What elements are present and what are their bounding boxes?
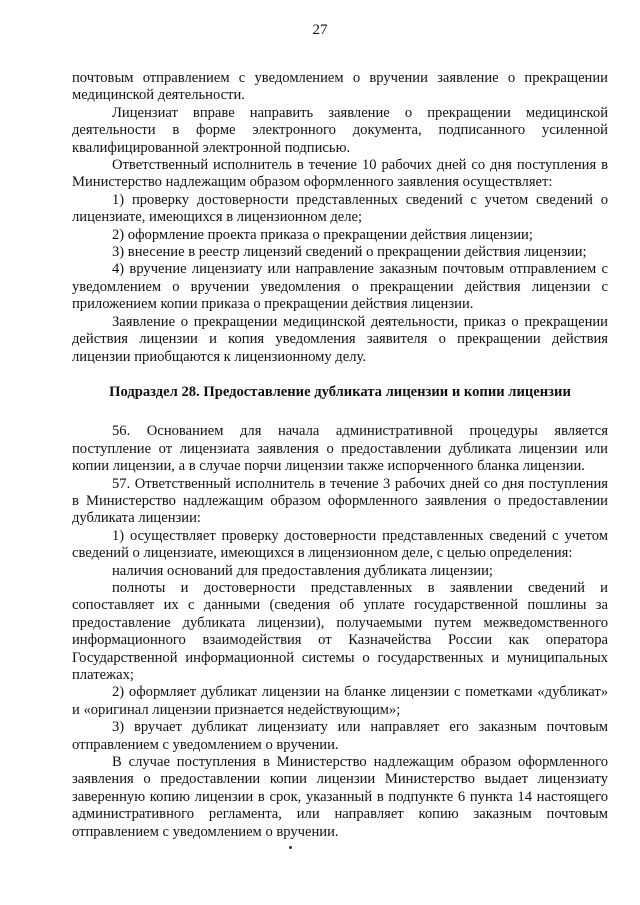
paragraph: В случае поступления в Министерство надлежащим образом оформленного заявления о предоставлении копии лицензии Министерство выдает лицензиату заверенную копию лицензии в срок, указанный в подпункте 6 пункта 14 настоящего административного регламента, или направляет копию заказным почтовым отправлением с уведомлением о вручении. — [72, 754, 608, 840]
document-body — [72, 70, 608, 841]
list-item: 1) осуществляет проверку достоверности представленных сведений с учетом сведений о лицензиате, имеющихся в лицензионном деле, с целью определения: — [72, 527, 608, 562]
page-number: 27 — [312, 22, 328, 38]
paragraph: Лицензиат вправе направить заявление о прекращении медицинской деятельности в форме электронного документа, подписанного усиленной квалифицированной электронной подписью. — [72, 104, 608, 156]
list-item: 2) оформляет дубликат лицензии на бланке лицензии с пометками «дубликат» и «оригинал лицензии признается недействующим»; — [72, 684, 608, 718]
list-item: полноты и достоверности представленных в заявлении сведений и сопоставляет их с данными (сведения об уплате государственной пошлины за предоставление дубликата лицензии), получаемыми путем межведомственного информационного взаимодействия от Казначейства России как оператора Государственной информационной системы о государственных и муниципальных платежах; — [72, 579, 608, 683]
paragraph: 56. Основанием для начала административной процедуры является поступление от лицензиата заявления о предоставлении дубликата лицензии или копии лицензии, а в случае порчи лицензии также испорченного бланка лицензии. — [72, 423, 608, 475]
scan-speck — [289, 846, 292, 849]
paragraph: 57. Ответственный исполнитель в течение 3 рабочих дней со дня поступления в Министерство надлежащим образом оформленного заявления о предоставлении дубликата лицензии: — [72, 475, 608, 527]
list-item: 3) внесение в реестр лицензий сведений о прекращении действия лицензии; — [112, 244, 587, 261]
list-item: 1) проверку достоверности представленных сведений с учетом сведений о лицензиате, имеющихся в лицензионном деле; — [72, 191, 608, 226]
paragraph: Заявление о прекращении медицинской деятельности, приказ о прекращении действия лицензии и копия уведомления заявителя о прекращении действия лицензии приобщаются к лицензионному делу. — [72, 313, 608, 365]
list-item: 3) вручает дубликат лицензиату или направляет его заказным почтовым отправлением с уведомлением о вручении. — [72, 719, 608, 753]
list-item: 4) вручение лицензиату или направление заказным почтовым отправлением с уведомлением о вручении уведомления о прекращении действия лицензии с приложением копии приказа о прекращении действия лицензии. — [72, 261, 608, 313]
list-item: наличия оснований для предоставления дубликата лицензии; — [112, 562, 493, 579]
paragraph: Ответственный исполнитель в течение 10 рабочих дней со дня поступления в Министерство надлежащим образом оформленного заявления осуществляет: — [72, 157, 608, 191]
section-heading: Подраздел 28. Предоставление дубликата лицензии и копии лицензии — [109, 383, 571, 400]
paragraph: почтовым отправлением с уведомлением о вручении заявление о прекращении медицинской деятельности. — [72, 70, 608, 104]
list-item: 2) оформление проекта приказа о прекращении действия лицензии; — [112, 226, 533, 243]
